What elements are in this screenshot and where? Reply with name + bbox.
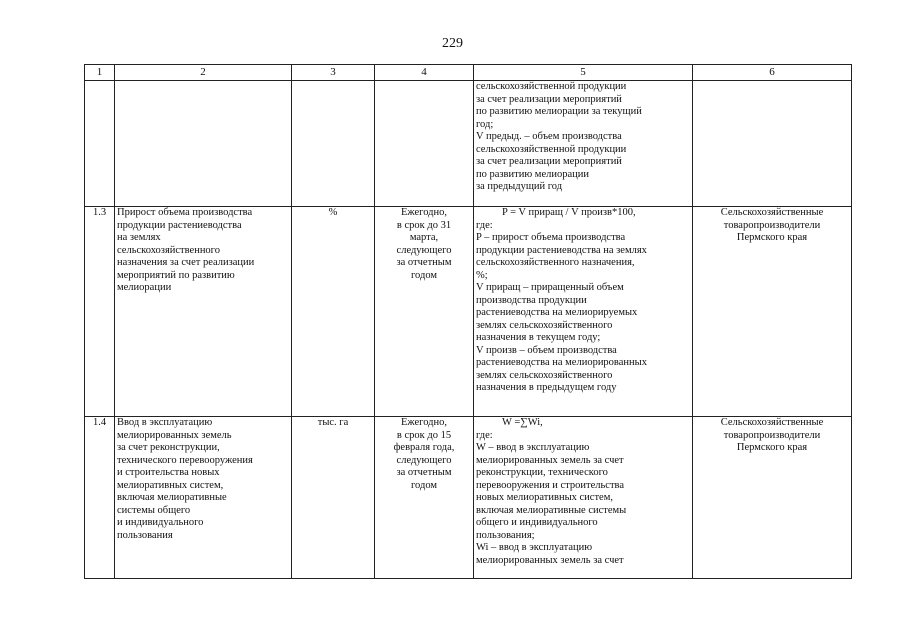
period-cell	[375, 417, 474, 579]
text-line: Сельскохозяйственные	[720, 207, 824, 218]
text-line: годом	[410, 269, 438, 281]
header-row	[85, 65, 852, 81]
indicator-table	[84, 64, 852, 579]
text-line: мелиорированных земель за счет	[476, 554, 624, 566]
text-line: где:	[476, 219, 493, 231]
unit-cell	[292, 207, 375, 417]
text-line: продукции растениеводства на землях	[476, 244, 647, 256]
text-line: землях сельскохозяйственного	[476, 369, 613, 381]
period-cell	[375, 81, 474, 207]
text-line: товаропроизводители	[723, 219, 821, 231]
text-line: и индивидуального	[117, 517, 204, 528]
text-line: мелиорации	[117, 282, 172, 293]
text-line: W =∑Wi,	[502, 417, 543, 428]
text-line: и строительства новых	[117, 467, 220, 478]
text-line: товаропроизводители	[723, 429, 821, 441]
text-line: продукции растениеводства	[117, 219, 242, 231]
text-line: за счет реализации мероприятий	[476, 93, 622, 105]
text-line: %;	[476, 269, 488, 281]
text-line: W – ввод в эксплуатацию	[476, 442, 590, 453]
text-line: V приращ – приращенный объем	[476, 282, 624, 293]
text-line: мелиорированных земель за счет	[476, 454, 624, 466]
text-line: реконструкции, технического	[476, 467, 608, 478]
method-cell	[474, 81, 693, 207]
text-line: Прирост объема производства	[117, 207, 253, 218]
row-number-cell	[85, 417, 115, 579]
header-cell: 1	[85, 65, 115, 81]
text-line: за счет реконструкции,	[117, 442, 220, 453]
text-line: за счет реализации мероприятий	[476, 156, 622, 167]
text-line: землях сельскохозяйственного	[476, 319, 613, 331]
text-line: технического перевооружения	[117, 454, 253, 466]
source-cell	[693, 207, 852, 417]
text-line: Пермского края	[736, 442, 808, 453]
period-cell	[375, 207, 474, 417]
source-cell	[693, 81, 852, 207]
indicator-name-cell	[115, 207, 292, 417]
table-row	[85, 417, 852, 579]
text-line: следующего	[396, 454, 452, 466]
text-line: V предыд. – объем производства	[476, 131, 622, 142]
text-line: Wi – ввод в эксплуатацию	[476, 542, 593, 553]
header-cell: 4	[375, 65, 474, 81]
header-cell: 2	[115, 65, 292, 81]
text-line: включая мелиоративные	[117, 492, 227, 503]
header-cell: 3	[292, 65, 375, 81]
text-line: P = V приращ / V произв*100,	[502, 207, 636, 218]
text-line: февраля года,	[393, 442, 455, 453]
text-line: марта,	[409, 232, 439, 243]
text-line: пользования;	[476, 529, 535, 541]
text-line: P – прирост объема производства	[476, 232, 626, 243]
text-line: за отчетным	[396, 467, 452, 478]
text-line: год;	[476, 118, 494, 130]
text-line: системы общего	[117, 504, 191, 516]
text-line: сельскохозяйственного	[117, 244, 220, 256]
text-line: за отчетным	[396, 257, 452, 268]
unit-cell	[292, 417, 375, 579]
text-line: в срок до 31	[396, 219, 452, 231]
text-line: назначения в текущем году;	[476, 332, 601, 343]
text-line: перевооружения и строительства	[476, 479, 625, 491]
text-line: назначения за счет реализации	[117, 257, 255, 268]
text-line: Пермского края	[736, 232, 808, 243]
indicator-name-cell	[115, 417, 292, 579]
indicator-name-cell	[115, 81, 292, 207]
text-line: за предыдущий год	[476, 181, 563, 192]
text-line: растениеводства на мелиорируемых	[476, 307, 638, 318]
page-number: 229	[442, 36, 463, 51]
text-line: пользования	[117, 529, 173, 541]
row-number-cell	[85, 207, 115, 417]
text-line: по развитию мелиорации за текущий	[476, 106, 642, 117]
cell-text: %	[328, 207, 338, 218]
text-line: по развитию мелиорации	[476, 168, 589, 180]
text-line: где:	[476, 429, 493, 441]
text-line: следующего	[396, 244, 452, 256]
row-number-cell	[85, 81, 115, 207]
text-line: сельскохозяйственного назначения,	[476, 257, 635, 268]
cell-text: 1.3	[92, 207, 107, 218]
text-line: сельскохозяйственной продукции	[476, 143, 627, 155]
text-line: новых мелиоративных систем,	[476, 492, 613, 503]
header-cell: 6	[693, 65, 852, 81]
text-line: сельскохозяйственной продукции	[476, 81, 627, 92]
text-line: V произв – объем производства	[476, 344, 617, 356]
source-cell	[693, 417, 852, 579]
text-line: на землях	[117, 232, 161, 243]
cell-text: тыс. га	[317, 417, 349, 428]
text-line: мелиоративных систем,	[117, 479, 224, 491]
method-cell	[474, 417, 693, 579]
header-cell: 5	[474, 65, 693, 81]
text-line: мелиорированных земель	[117, 429, 232, 441]
text-line: мероприятий по развитию	[117, 269, 235, 281]
unit-cell	[292, 81, 375, 207]
table-row	[85, 207, 852, 417]
method-cell	[474, 207, 693, 417]
text-line: назначения в предыдущем году	[476, 382, 617, 393]
cell-text: 1.4	[92, 417, 107, 428]
text-line: Ввод в эксплуатацию	[117, 417, 213, 428]
text-line: Сельскохозяйственные	[720, 417, 824, 428]
table-row	[85, 81, 852, 207]
text-line: включая мелиоративные системы	[476, 504, 627, 516]
text-line: в срок до 15	[396, 429, 452, 441]
text-line: Ежегодно,	[400, 417, 448, 428]
text-line: производства продукции	[476, 294, 587, 306]
text-line: годом	[410, 479, 438, 491]
text-line: Ежегодно,	[400, 207, 448, 218]
text-line: общего и индивидуального	[476, 517, 598, 528]
text-line: растениеводства на мелиорированных	[476, 357, 647, 368]
